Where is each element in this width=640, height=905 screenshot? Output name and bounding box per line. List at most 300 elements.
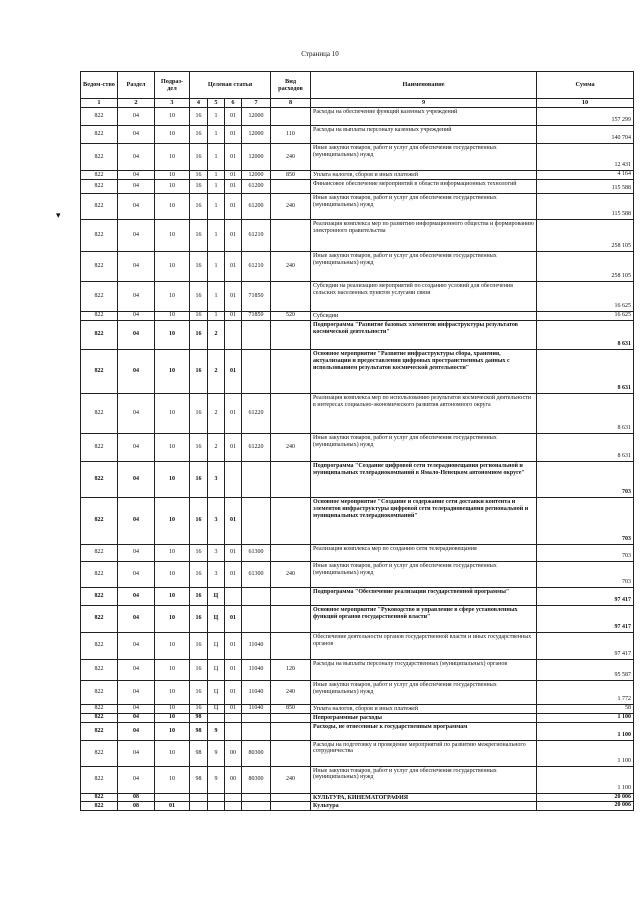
sum-cell: 703: [537, 561, 634, 587]
event-cell: [225, 722, 242, 740]
table-row: [81, 126, 634, 144]
sum-cell: 20 006: [537, 793, 634, 802]
program-cell: [190, 802, 208, 811]
sum-cell: 258 105: [537, 251, 634, 281]
subsection-cell: 10: [155, 587, 190, 605]
subsection-cell: 10: [155, 461, 190, 497]
dept-cell: 822: [81, 144, 118, 171]
event-cell: 01: [225, 193, 242, 219]
program-cell: 16: [190, 126, 208, 144]
direction-cell: [242, 461, 271, 497]
direction-cell: [242, 605, 271, 632]
dept-cell: 822: [81, 320, 118, 349]
expense-type-cell: [271, 281, 311, 311]
subprogram-cell: Ц: [208, 659, 225, 680]
subsection-cell: 01: [155, 802, 190, 811]
subprogram-cell: Ц: [208, 632, 225, 659]
program-cell: 16: [190, 632, 208, 659]
subsection-cell: 10: [155, 497, 190, 544]
sum-cell: 16 625: [537, 281, 634, 311]
dept-cell: 822: [81, 766, 118, 793]
direction-cell: [242, 349, 271, 393]
direction-cell: [242, 713, 271, 722]
margin-mark: ▾: [56, 210, 61, 220]
name-cell: Финансовое обеспечение мероприятий в области информационных технологий: [311, 179, 537, 193]
table-row: [81, 251, 634, 281]
dept-cell: 822: [81, 561, 118, 587]
subsection-cell: 10: [155, 320, 190, 349]
subsection-cell: 10: [155, 722, 190, 740]
expense-type-cell: [271, 713, 311, 722]
subsection-cell: 10: [155, 766, 190, 793]
name-cell: Расходы на выплаты персоналу государственных (муниципальных) органов: [311, 659, 537, 680]
sum-cell: 115 588: [537, 193, 634, 219]
event-cell: [225, 587, 242, 605]
section-cell: 04: [118, 144, 155, 171]
section-cell: 04: [118, 320, 155, 349]
program-cell: 98: [190, 766, 208, 793]
table-row: [81, 219, 634, 251]
program-cell: 98: [190, 740, 208, 766]
subprogram-cell: Ц: [208, 605, 225, 632]
event-cell: [225, 320, 242, 349]
subprogram-cell: 9: [208, 740, 225, 766]
name-cell: Расходы на подготовку и проведение мероприятий по развитию межрегионального сотрудничества: [311, 740, 537, 766]
table-row: [81, 193, 634, 219]
program-cell: 16: [190, 171, 208, 180]
subprogram-cell: 1: [208, 219, 225, 251]
event-cell: 00: [225, 766, 242, 793]
expense-type-cell: [271, 219, 311, 251]
sum-cell: 1 100: [537, 740, 634, 766]
expense-type-cell: [271, 393, 311, 433]
dept-cell: 822: [81, 281, 118, 311]
sum-cell: 12 431: [537, 144, 634, 171]
program-cell: 16: [190, 251, 208, 281]
table-row: [81, 802, 634, 811]
subprogram-cell: 9: [208, 766, 225, 793]
subsection-cell: 10: [155, 108, 190, 126]
name-cell: Культура: [311, 802, 537, 811]
direction-cell: 61210: [242, 251, 271, 281]
dept-cell: 822: [81, 393, 118, 433]
expense-type-cell: 240: [271, 766, 311, 793]
program-cell: 16: [190, 461, 208, 497]
subprogram-cell: Ц: [208, 680, 225, 704]
index-cell: 1: [81, 99, 118, 108]
table-row: [81, 144, 634, 171]
sum-cell: 8 631: [537, 393, 634, 433]
event-cell: 01: [225, 281, 242, 311]
sum-cell: 58: [537, 704, 634, 713]
name-cell: Непрограммные расходы: [311, 713, 537, 722]
subsection-cell: 10: [155, 561, 190, 587]
direction-cell: 12000: [242, 126, 271, 144]
index-cell: 9: [311, 99, 537, 108]
program-cell: 98: [190, 713, 208, 722]
sum-cell: 703: [537, 497, 634, 544]
dept-cell: 822: [81, 544, 118, 561]
event-cell: 01: [225, 544, 242, 561]
sum-cell: 20 006: [537, 802, 634, 811]
sum-cell: 97 417: [537, 587, 634, 605]
direction-cell: [242, 587, 271, 605]
dept-cell: 822: [81, 802, 118, 811]
event-cell: 01: [225, 497, 242, 544]
expense-type-cell: [271, 605, 311, 632]
event-cell: 01: [225, 126, 242, 144]
event-cell: 01: [225, 433, 242, 461]
subsection-cell: 10: [155, 740, 190, 766]
program-cell: 98: [190, 722, 208, 740]
header-subsection: Подраз-дел: [155, 72, 190, 99]
direction-cell: 11040: [242, 659, 271, 680]
subprogram-cell: Ц: [208, 704, 225, 713]
page-number: Страница 10: [301, 50, 339, 58]
name-cell: Субсидии на реализацию мероприятий по созданию условий для обеспечения сельских населенных пунктов услугами связи: [311, 281, 537, 311]
expense-type-cell: [271, 632, 311, 659]
direction-cell: 71850: [242, 311, 271, 320]
dept-cell: 822: [81, 632, 118, 659]
direction-cell: 61300: [242, 561, 271, 587]
event-cell: 01: [225, 349, 242, 393]
subprogram-cell: 9: [208, 722, 225, 740]
sum-cell: 1 100: [537, 713, 634, 722]
direction-cell: 61220: [242, 393, 271, 433]
sum-cell: 97 417: [537, 605, 634, 632]
program-cell: 16: [190, 497, 208, 544]
subprogram-cell: [208, 793, 225, 802]
header-expense-type: Вид расходов: [271, 72, 311, 99]
program-cell: 16: [190, 144, 208, 171]
section-cell: 04: [118, 632, 155, 659]
table-row: [81, 632, 634, 659]
section-cell: 04: [118, 587, 155, 605]
table-row: [81, 179, 634, 193]
index-cell: 4: [190, 99, 208, 108]
name-cell: Расходы на обеспечение функций казенных учреждений: [311, 108, 537, 126]
event-cell: 00: [225, 740, 242, 766]
name-cell: Обеспечение деятельности органов государственной власти и иных государственных органов: [311, 632, 537, 659]
sum-cell: 115 588: [537, 179, 634, 193]
subsection-cell: 10: [155, 393, 190, 433]
event-cell: [225, 713, 242, 722]
name-cell: Иные закупки товаров, работ и услуг для обеспечения государственных (муниципальных) нужд: [311, 433, 537, 461]
table-row: [81, 281, 634, 311]
program-cell: 16: [190, 561, 208, 587]
table-row: [81, 680, 634, 704]
index-cell: 3: [155, 99, 190, 108]
index-cell: 7: [242, 99, 271, 108]
direction-cell: 61200: [242, 193, 271, 219]
event-cell: 01: [225, 108, 242, 126]
expense-type-cell: [271, 320, 311, 349]
name-cell: Иные закупки товаров, работ и услуг для обеспечения государственных (муниципальных) нужд: [311, 193, 537, 219]
expense-type-cell: 240: [271, 680, 311, 704]
subprogram-cell: 2: [208, 433, 225, 461]
name-cell: Иные закупки товаров, работ и услуг для обеспечения государственных (муниципальных) нужд: [311, 766, 537, 793]
subsection-cell: 10: [155, 126, 190, 144]
dept-cell: 822: [81, 219, 118, 251]
dept-cell: 822: [81, 251, 118, 281]
subprogram-cell: 1: [208, 281, 225, 311]
dept-cell: 822: [81, 587, 118, 605]
subprogram-cell: 1: [208, 193, 225, 219]
subprogram-cell: Ц: [208, 587, 225, 605]
direction-cell: 80300: [242, 766, 271, 793]
header-name: Наименование: [311, 72, 537, 99]
section-cell: 04: [118, 108, 155, 126]
section-cell: 04: [118, 461, 155, 497]
direction-cell: 12000: [242, 144, 271, 171]
subprogram-cell: 1: [208, 144, 225, 171]
sum-cell: 258 105: [537, 219, 634, 251]
event-cell: [225, 802, 242, 811]
section-cell: 04: [118, 171, 155, 180]
direction-cell: 61220: [242, 433, 271, 461]
subprogram-cell: 3: [208, 561, 225, 587]
dept-cell: 822: [81, 461, 118, 497]
direction-cell: [242, 793, 271, 802]
subprogram-cell: 1: [208, 126, 225, 144]
event-cell: 01: [225, 561, 242, 587]
subsection-cell: 10: [155, 680, 190, 704]
program-cell: 16: [190, 281, 208, 311]
expense-type-cell: 120: [271, 659, 311, 680]
header-section: Раздел: [118, 72, 155, 99]
program-cell: 16: [190, 349, 208, 393]
table-row: [81, 433, 634, 461]
event-cell: 01: [225, 144, 242, 171]
direction-cell: 71850: [242, 281, 271, 311]
subsection-cell: 10: [155, 193, 190, 219]
expense-type-cell: 240: [271, 193, 311, 219]
table-row: [81, 740, 634, 766]
expense-type-cell: [271, 349, 311, 393]
expense-type-cell: 520: [271, 311, 311, 320]
name-cell: Реализация комплекса мер по использованию результатов космической деятельности в интересах социально-экономического развития автономного округа: [311, 393, 537, 433]
dept-cell: 822: [81, 497, 118, 544]
event-cell: 01: [225, 704, 242, 713]
table-row: [81, 722, 634, 740]
direction-cell: 61300: [242, 544, 271, 561]
direction-cell: 61210: [242, 219, 271, 251]
name-cell: Подпрограмма "Развитие базовых элементов инфраструктуры результатов космической деятельности": [311, 320, 537, 349]
table-row: [81, 108, 634, 126]
expense-type-cell: 850: [271, 704, 311, 713]
program-cell: 16: [190, 108, 208, 126]
name-cell: Уплата налогов, сборов и иных платежей: [311, 704, 537, 713]
expense-type-cell: [271, 108, 311, 126]
program-cell: 16: [190, 179, 208, 193]
index-cell: 5: [208, 99, 225, 108]
direction-cell: 12000: [242, 171, 271, 180]
event-cell: [225, 793, 242, 802]
name-cell: Реализация комплекса мер по развитию информационного общества и формированию электронного правительства: [311, 219, 537, 251]
table-row: [81, 704, 634, 713]
program-cell: 16: [190, 659, 208, 680]
table-row: [81, 561, 634, 587]
section-cell: 04: [118, 659, 155, 680]
table-row: [81, 713, 634, 722]
section-cell: 04: [118, 219, 155, 251]
expense-type-cell: 240: [271, 144, 311, 171]
section-cell: 04: [118, 126, 155, 144]
name-cell: Иные закупки товаров, работ и услуг для обеспечения государственных (муниципальных) нужд: [311, 144, 537, 171]
subsection-cell: 10: [155, 433, 190, 461]
event-cell: 01: [225, 605, 242, 632]
sum-cell: 8 631: [537, 349, 634, 393]
table-row: [81, 349, 634, 393]
expense-type-cell: 240: [271, 251, 311, 281]
table-row: [81, 320, 634, 349]
dept-cell: 822: [81, 722, 118, 740]
subprogram-cell: 3: [208, 461, 225, 497]
section-cell: 04: [118, 281, 155, 311]
section-cell: 04: [118, 713, 155, 722]
table-row: [81, 171, 634, 180]
dept-cell: 822: [81, 659, 118, 680]
dept-cell: 822: [81, 740, 118, 766]
subprogram-cell: 1: [208, 179, 225, 193]
subprogram-cell: 1: [208, 108, 225, 126]
subsection-cell: 10: [155, 171, 190, 180]
sum-cell: 157 299: [537, 108, 634, 126]
name-cell: КУЛЬТУРА, КИНЕМАТОГРАФИЯ: [311, 793, 537, 802]
name-cell: Реализация комплекса мер по созданию сети телерадиовещания: [311, 544, 537, 561]
program-cell: 16: [190, 193, 208, 219]
subprogram-cell: 2: [208, 393, 225, 433]
subsection-cell: 10: [155, 311, 190, 320]
direction-cell: [242, 722, 271, 740]
program-cell: 16: [190, 680, 208, 704]
name-cell: Иные закупки товаров, работ и услуг для обеспечения государственных (муниципальных) нужд: [311, 251, 537, 281]
program-cell: 16: [190, 393, 208, 433]
program-cell: 16: [190, 544, 208, 561]
dept-cell: 822: [81, 605, 118, 632]
expense-type-cell: [271, 722, 311, 740]
expense-type-cell: [271, 740, 311, 766]
name-cell: Иные закупки товаров, работ и услуг для обеспечения государственных (муниципальных) нужд: [311, 561, 537, 587]
event-cell: [225, 461, 242, 497]
expense-type-cell: [271, 497, 311, 544]
name-cell: Основное мероприятие "Развитие инфраструктуры сбора, хранения, актуализации и предоставления цифровых пространственных данных с использованием результатов космической деятельности": [311, 349, 537, 393]
expense-type-cell: [271, 587, 311, 605]
dept-cell: 822: [81, 433, 118, 461]
direction-cell: 11040: [242, 704, 271, 713]
table-row: [81, 659, 634, 680]
event-cell: 01: [225, 171, 242, 180]
event-cell: 01: [225, 680, 242, 704]
dept-cell: 822: [81, 311, 118, 320]
sum-cell: 97 417: [537, 632, 634, 659]
subsection-cell: 10: [155, 544, 190, 561]
subprogram-cell: [208, 713, 225, 722]
section-cell: 04: [118, 680, 155, 704]
section-cell: 04: [118, 251, 155, 281]
subprogram-cell: 2: [208, 349, 225, 393]
event-cell: 01: [225, 632, 242, 659]
section-cell: 04: [118, 193, 155, 219]
expense-type-cell: [271, 544, 311, 561]
dept-cell: 822: [81, 713, 118, 722]
subsection-cell: 10: [155, 281, 190, 311]
subprogram-cell: 1: [208, 311, 225, 320]
program-cell: 16: [190, 320, 208, 349]
budget-table: [80, 71, 634, 811]
index-row: [81, 99, 634, 108]
sum-cell: 8 631: [537, 433, 634, 461]
table-row: [81, 766, 634, 793]
table-row: [81, 461, 634, 497]
section-cell: 04: [118, 349, 155, 393]
subsection-cell: 10: [155, 179, 190, 193]
sum-cell: 140 704: [537, 126, 634, 144]
dept-cell: 822: [81, 171, 118, 180]
direction-cell: 11040: [242, 632, 271, 659]
table-row: [81, 587, 634, 605]
dept-cell: 822: [81, 704, 118, 713]
expense-type-cell: 850: [271, 171, 311, 180]
table-row: [81, 497, 634, 544]
subsection-cell: 10: [155, 349, 190, 393]
subsection-cell: 10: [155, 219, 190, 251]
table-row: [81, 605, 634, 632]
table-row: [81, 544, 634, 561]
program-cell: 16: [190, 219, 208, 251]
direction-cell: [242, 802, 271, 811]
program-cell: 16: [190, 605, 208, 632]
event-cell: 01: [225, 179, 242, 193]
dept-cell: 822: [81, 126, 118, 144]
section-cell: 04: [118, 740, 155, 766]
subprogram-cell: 3: [208, 544, 225, 561]
subsection-cell: 10: [155, 251, 190, 281]
program-cell: 16: [190, 311, 208, 320]
subsection-cell: 10: [155, 632, 190, 659]
index-cell: 8: [271, 99, 311, 108]
section-cell: 04: [118, 704, 155, 713]
expense-type-cell: [271, 793, 311, 802]
table-row: [81, 393, 634, 433]
sum-cell: 703: [537, 544, 634, 561]
dept-cell: 822: [81, 349, 118, 393]
sum-cell: 703: [537, 461, 634, 497]
name-cell: Расходы, не отнесенные к государственным программам: [311, 722, 537, 740]
subsection-cell: 10: [155, 704, 190, 713]
subprogram-cell: 1: [208, 251, 225, 281]
header-sum: Сумма: [537, 72, 634, 99]
section-cell: 04: [118, 605, 155, 632]
dept-cell: 822: [81, 680, 118, 704]
section-cell: 04: [118, 433, 155, 461]
direction-cell: 61200: [242, 179, 271, 193]
section-cell: 04: [118, 497, 155, 544]
expense-type-cell: 240: [271, 433, 311, 461]
subsection-cell: 10: [155, 144, 190, 171]
section-cell: 04: [118, 766, 155, 793]
index-cell: 6: [225, 99, 242, 108]
name-cell: Основное мероприятие "Руководство и управление в сфере установленных функций органов государственной власти": [311, 605, 537, 632]
dept-cell: 822: [81, 179, 118, 193]
expense-type-cell: 110: [271, 126, 311, 144]
name-cell: Основное мероприятие "Создание и содержание сети доставки контента и элементов инфраструктуры цифровой сети телерадиовещания региональной и муниципальных телерадиокомпаний": [311, 497, 537, 544]
direction-cell: 80300: [242, 740, 271, 766]
event-cell: 01: [225, 311, 242, 320]
subprogram-cell: [208, 802, 225, 811]
section-cell: 04: [118, 722, 155, 740]
sum-cell: 95 587: [537, 659, 634, 680]
